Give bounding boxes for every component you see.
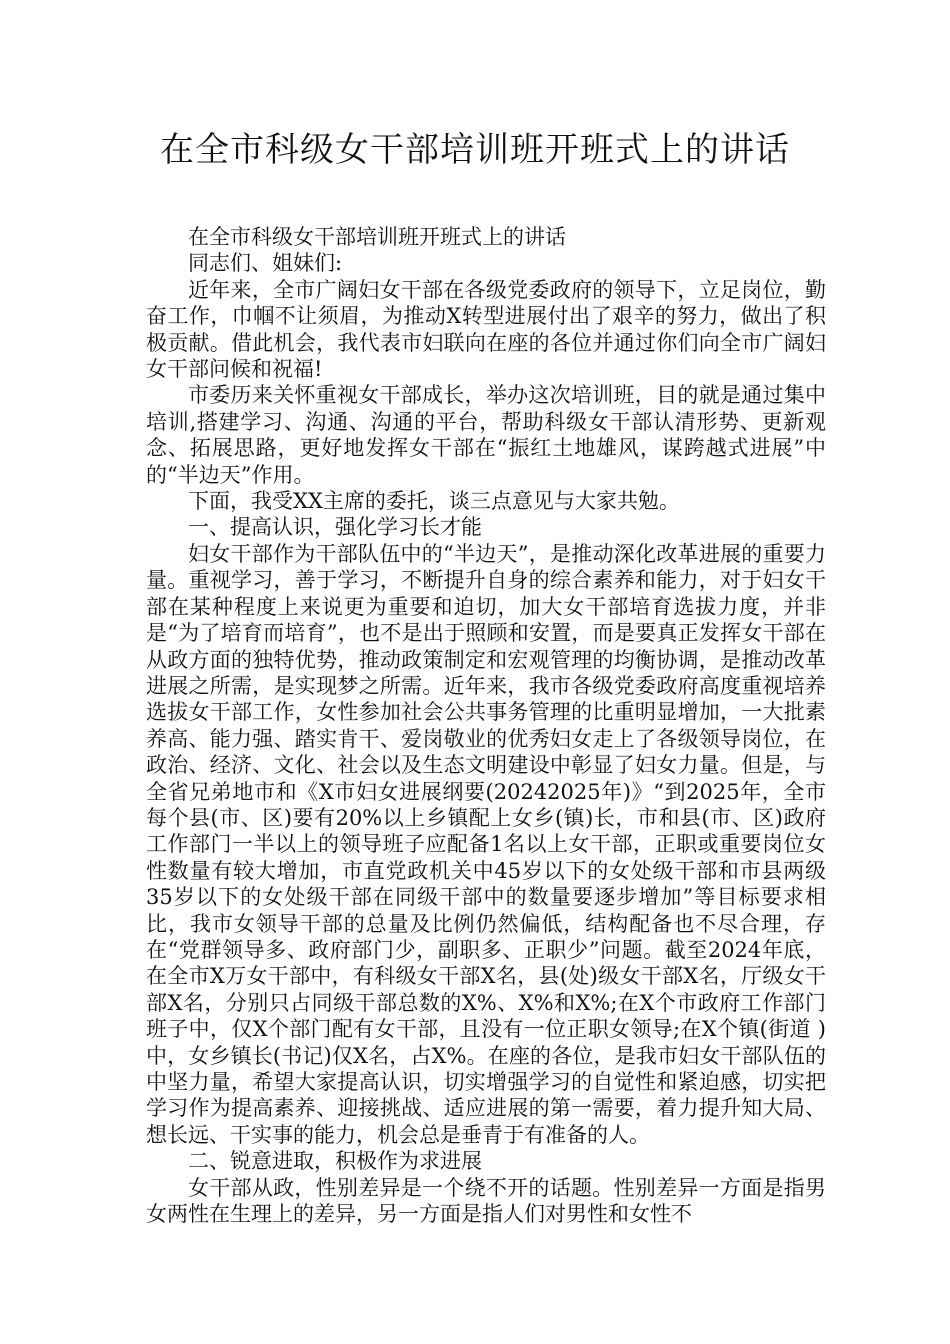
document-title: 在全市科级女干部培训班开班式上的讲话 (160, 130, 790, 170)
body-paragraph-subtitle: 在全市科级女干部培训班开班式上的讲话 (188, 225, 566, 249)
body-paragraph: 下面，我受XX主席的委托，谈三点意见与大家共勉。 (188, 489, 680, 514)
body-paragraph: 女干部从政，性别差异是一个绕不开的话题。性别差异一方面是指男女两性在生理上的差异，另一方面是指人们对男性和女性不 (146, 1175, 826, 1227)
body-paragraph: 妇女干部作为干部队伍中的“半边天”，是推动深化改革进展的重要力量。重视学习，善于学习，不断提升自身的综合素养和能力，对于妇女干部在某种程度上来说更为重要和迫切，加大女干部培育选拔力度，并非是“为了培育而培育”，也不是出于照顾和安置，而是要真正发挥女干部在从政方面的独特优势，推动政策制定和宏观管理的均衡协调，是推动改革进展之所需，是实现梦之所需。近年来，我市各级党委政府高度重视培养选拔女干部工作，女性参加社会公共事务管理的比重明显增加，一大批素养高、能力强、踏实肯干、爱岗敬业的优秀妇女走上了各级领导岗位，在政治、经济、文化、社会以及生态文明建设中彰显了妇女力量。但是，与全省兄弟地市和《X市妇女进展纲要(20242025年)》“到2025年，全市每个县(市、区)要有20%以上乡镇配上女乡(镇)长，市和县(市、区)政府工作部门一半以上的领导班子应配备1名以上女干部，正职或重要岗位女性数量有较大增加，市直党政机关中45岁以下的女处级干部和市县两级35岁以下的女处级干部在同级干部中的数量要逐步增加”等目标要求相比，我市女领导干部的总量及比例仍然偏低，结构配备也不尽合理，存在“党群领导多、政府部门少，副职多、正职少”问题。截至2024年底，在全市X万女干部中，有科级女干部X名，县(处)级女干部X名，厅级女干部X名，分别只占同级干部总数的X%、X%和X%;在X个市政府工作部门班子中，仅X个部门配有女干部，且没有一位正职女领导;在X个镇(街道 )中，女乡镇长(书记)仅X名，占X%。在座的各位，是我市妇女干部队伍的中坚力量，希望大家提高认识，切实增强学习的自觉性和紧迫感，切实把学习作为提高素养、迎接挑战、适应进展的第一需要，着力提升知大局、想长远、干实事的能力，机会总是垂青于有准备的人。 (146, 541, 826, 1147)
section-heading: 一、提高认识，强化学习长才能 (188, 515, 482, 540)
section-heading: 二、锐意进取，积极作为求进展 (188, 1149, 482, 1174)
body-paragraph: 近年来，全市广阔妇女干部在各级党委政府的领导下，立足岗位，勤奋工作，巾帼不让须眉，为推动X转型进展付出了艰辛的努力，做出了积极贡献。借此机会，我代表市妇联向在座的各位并通过你们向全市广阔妇女干部问候和祝福! (146, 277, 826, 382)
body-paragraph-salutation: 同志们、姐妹们: (188, 251, 343, 276)
document-body (146, 224, 826, 1227)
body-paragraph: 市委历来关怀重视女干部成长，举办这次培训班，目的就是通过集中培训,搭建学习、沟通、沟通的平台，帮助科级女干部认清形势、更新观念、拓展思路，更好地发挥女干部在“振红土地雄风，谋跨越式进展”中的“半边天”作用。 (146, 383, 826, 487)
